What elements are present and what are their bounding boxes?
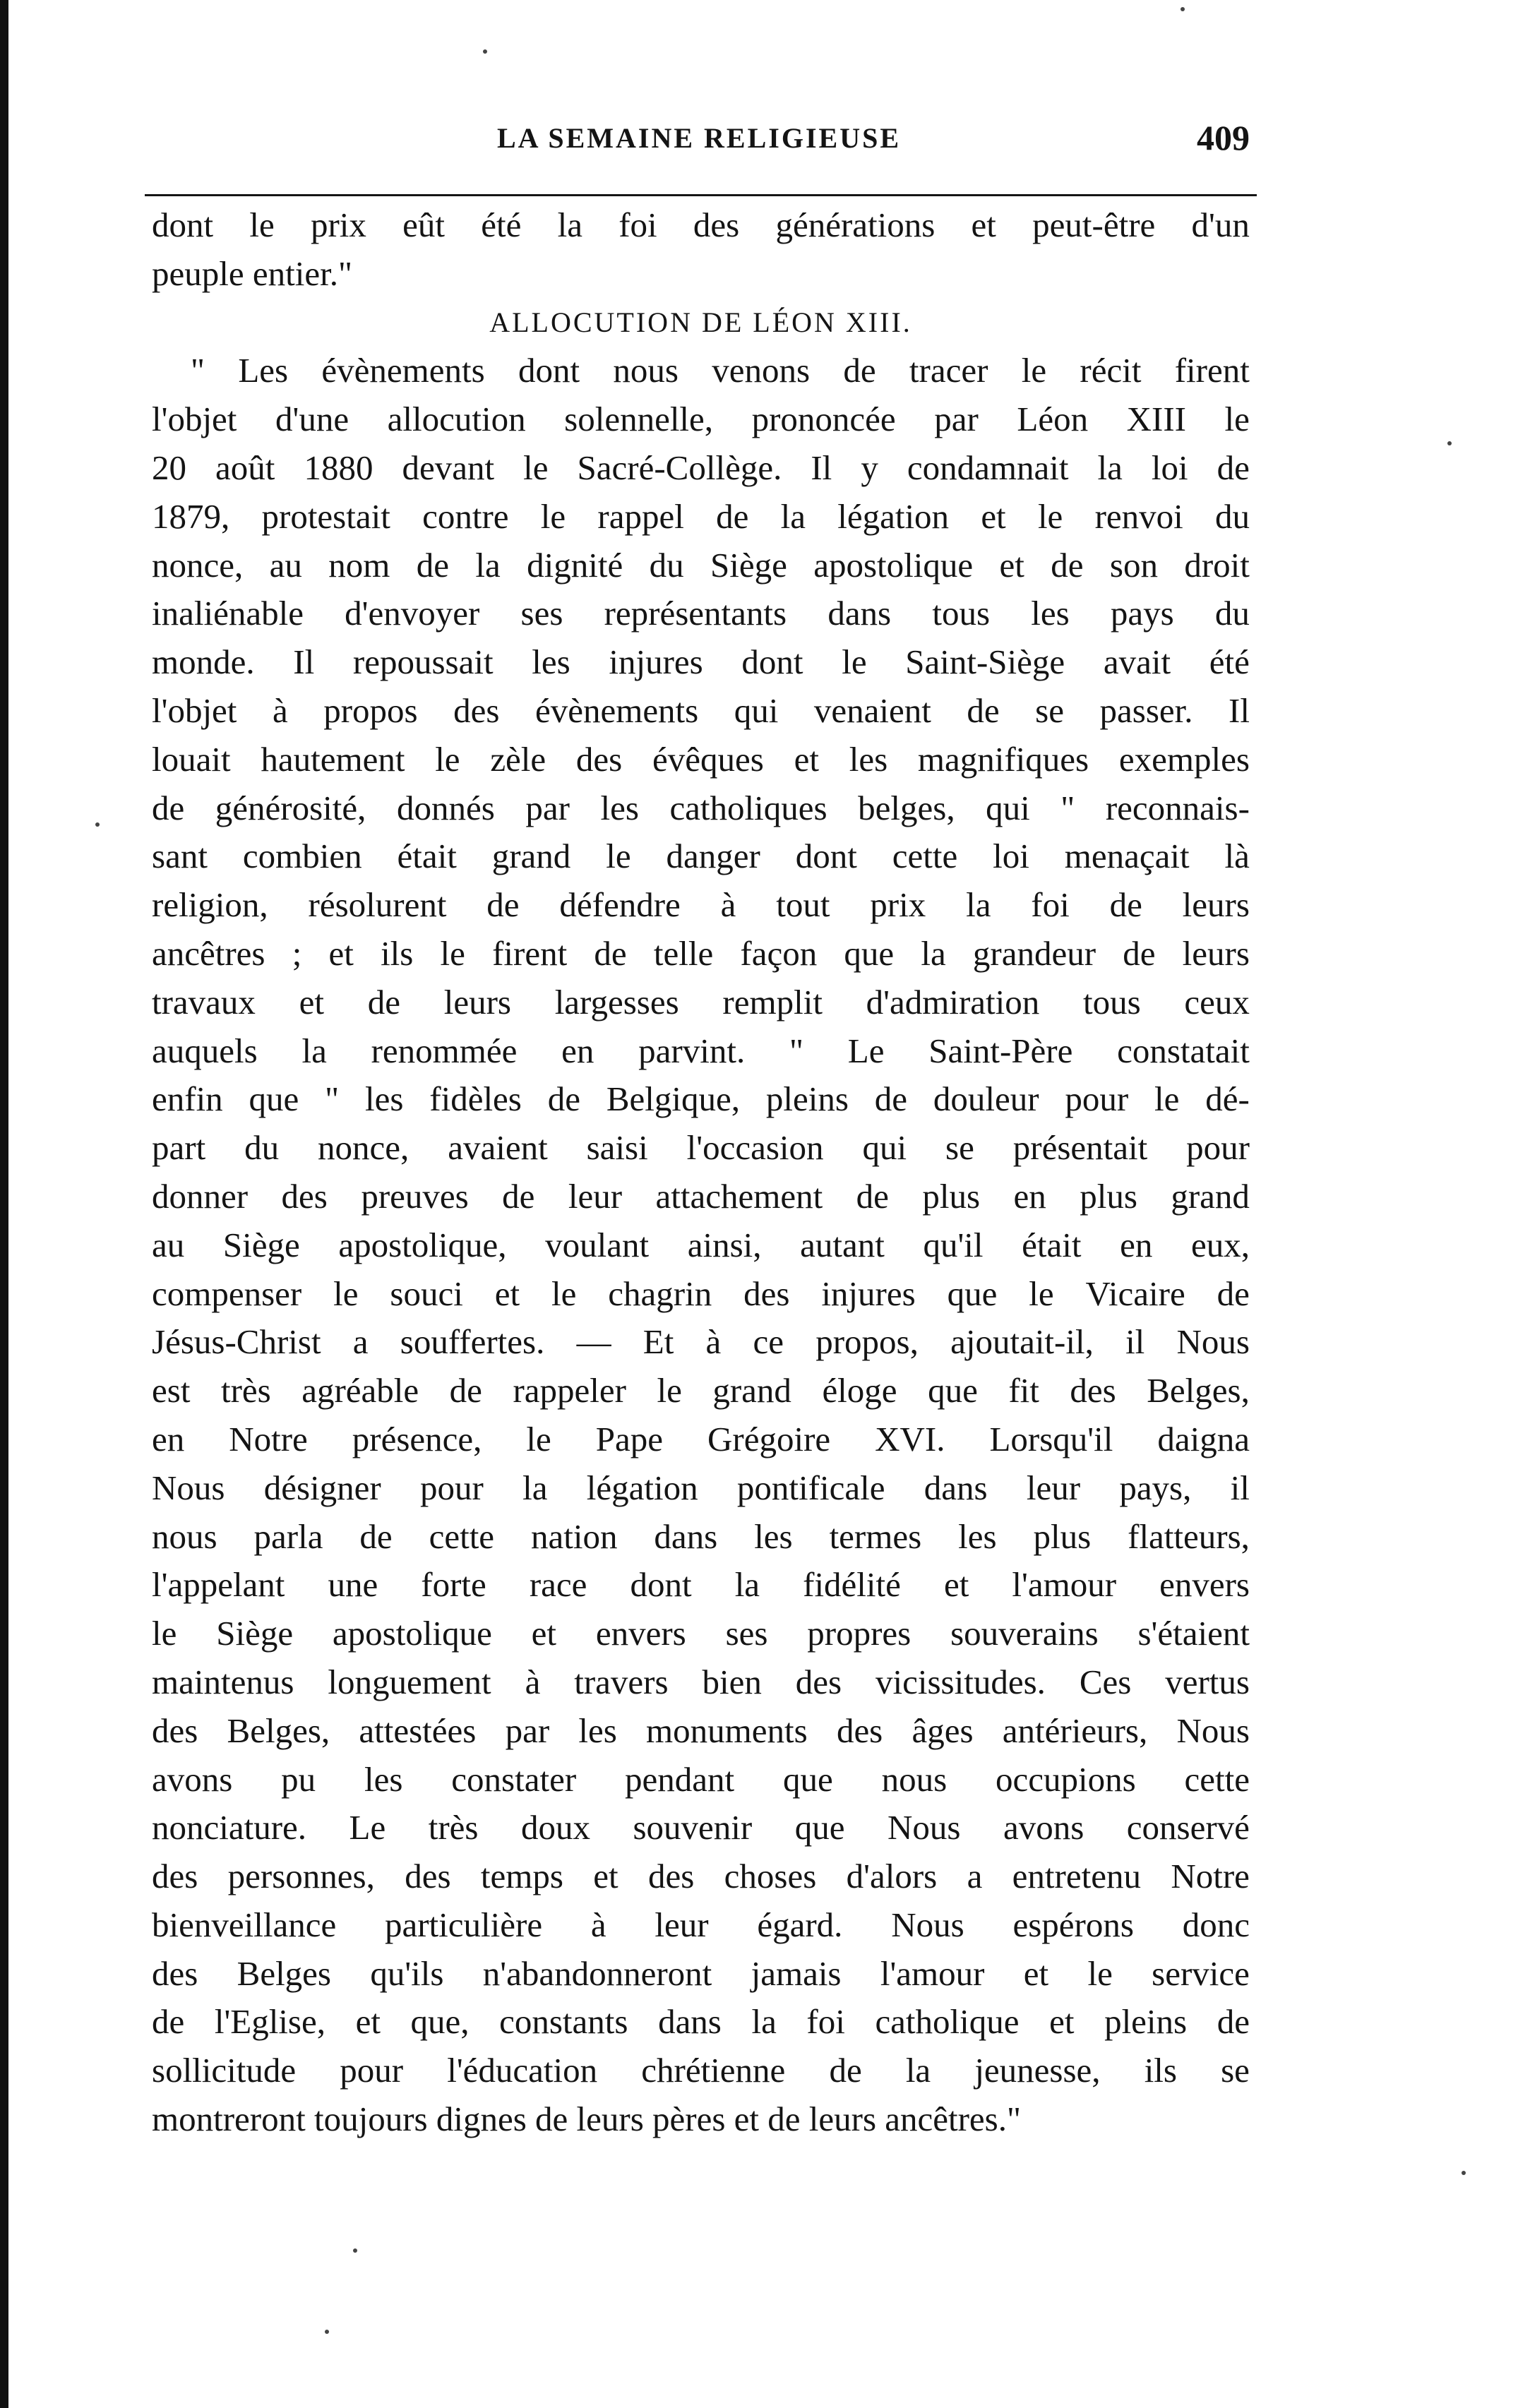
text-line: monde. Il repoussait les injures dont le Saint-Siège avait été: [152, 642, 1250, 682]
text-line: " Les évènements dont nous venons de tracer le récit firent: [191, 351, 1250, 390]
scan-speck: [1462, 2171, 1466, 2175]
text-line: de l'Eglise, et que, constants dans la foi catholique et pleins de: [152, 2002, 1250, 2042]
text-line: en Notre présence, le Pape Grégoire XVI. Lorsqu'il daigna: [152, 1419, 1250, 1458]
text-line: nous parla de cette nation dans les termes les plus flatteurs,: [152, 1516, 1250, 1556]
scan-speck: [95, 822, 100, 827]
text-line: de générosité, donnés par les catholiques belges, qui " reconnais-: [152, 788, 1250, 827]
page-header: [148, 118, 1250, 178]
header-rule: [145, 194, 1257, 196]
text-line: nonciature. Le très doux souvenir que Nous avons conservé: [152, 1808, 1250, 1847]
text-line: bienveillance particulière à leur égard. Nous espérons donc: [152, 1905, 1250, 1944]
text-line: est très agréable de rappeler le grand éloge que fit des Belges,: [152, 1371, 1250, 1410]
text-line: nonce, au nom de la dignité du Siège apostolique et de son droit: [152, 545, 1250, 585]
text-line: louait hautement le zèle des évêques et les magnifiques exemples: [152, 739, 1250, 779]
text-line: part du nonce, avaient saisi l'occasion qui se présentait pour: [152, 1128, 1250, 1168]
text-line: compenser le souci et le chagrin des injures que le Vicaire de: [152, 1274, 1250, 1313]
text-line: l'objet d'une allocution solennelle, prononcée par Léon XIII le: [152, 400, 1250, 439]
body-text: [152, 201, 1250, 2144]
text-line: l'objet à propos des évènements qui venaient de se passer. Il: [152, 690, 1250, 730]
text-line: 1879, protestait contre le rappel de la légation et le renvoi du: [152, 496, 1250, 536]
running-head: LA SEMAINE RELIGIEUSE: [496, 122, 902, 154]
scan-speck: [325, 2330, 329, 2334]
section-heading: [152, 299, 1250, 347]
text-line: auquels la renommée en parvint. " Le Saint-Père constatait: [152, 1031, 1250, 1070]
text-line: donner des preuves de leur attachement de plus en plus grand: [152, 1176, 1250, 1216]
text-line: au Siège apostolique, voulant ainsi, autant qu'il était en eux,: [152, 1225, 1250, 1264]
text-line: montreront toujours dignes de leurs pères et de leurs ancêtres.": [152, 2099, 1022, 2139]
scan-speck: [353, 2248, 357, 2253]
text-line: maintenus longuement à travers bien des vicissitudes. Ces vertus: [152, 1662, 1250, 1701]
text-line: des Belges, attestées par les monuments des âges antérieurs, Nous: [152, 1711, 1250, 1750]
scan-speck: [1447, 441, 1452, 445]
text-line: enfin que " les fidèles de Belgique, pleins de douleur pour le dé-: [152, 1079, 1250, 1119]
text-line: religion, résolurent de défendre à tout prix la foi de leurs: [152, 885, 1250, 925]
text-line: inaliénable d'envoyer ses représentants dans tous les pays du: [152, 594, 1250, 633]
text-line: des Belges qu'ils n'abandonneront jamais l'amour et le service: [152, 1953, 1250, 1993]
text-line: dont le prix eût été la foi des générations et peut-être d'un: [152, 205, 1250, 244]
text-line: sant combien était grand le danger dont cette loi menaçait là: [152, 837, 1250, 876]
text-line: Nous désigner pour la légation pontificale dans leur pays, il: [152, 1468, 1250, 1507]
scan-speck: [1181, 7, 1185, 11]
text-line: sollicitude pour l'éducation chrétienne de la jeunesse, ils se: [152, 2051, 1250, 2090]
text-line: 20 août 1880 devant le Sacré-Collège. Il y condamnait la loi de: [152, 448, 1250, 487]
page-number: 409: [1197, 118, 1250, 157]
text-line: avons pu les constater pendant que nous occupions cette: [152, 1759, 1250, 1799]
text-line: l'appelant une forte race dont la fidélité et l'amour envers: [152, 1565, 1250, 1605]
text-line: peuple entier.": [152, 253, 352, 293]
text-line: ancêtres ; et ils le firent de telle façon que la grandeur de leurs: [152, 933, 1250, 973]
scan-speck: [483, 49, 487, 54]
text-line: le Siège apostolique et envers ses propres souverains s'étaient: [152, 1614, 1250, 1653]
text-line: travaux et de leurs largesses remplit d'admiration tous ceux: [152, 982, 1250, 1022]
text-line: des personnes, des temps et des choses d'alors a entretenu Notre: [152, 1857, 1250, 1896]
section-heading-text: ALLOCUTION DE LÉON XIII.: [489, 306, 912, 338]
text-line: Jésus-Christ a souffertes. — Et à ce propos, ajoutait-il, il Nous: [152, 1322, 1250, 1362]
page-edge-rule: [0, 0, 8, 2408]
